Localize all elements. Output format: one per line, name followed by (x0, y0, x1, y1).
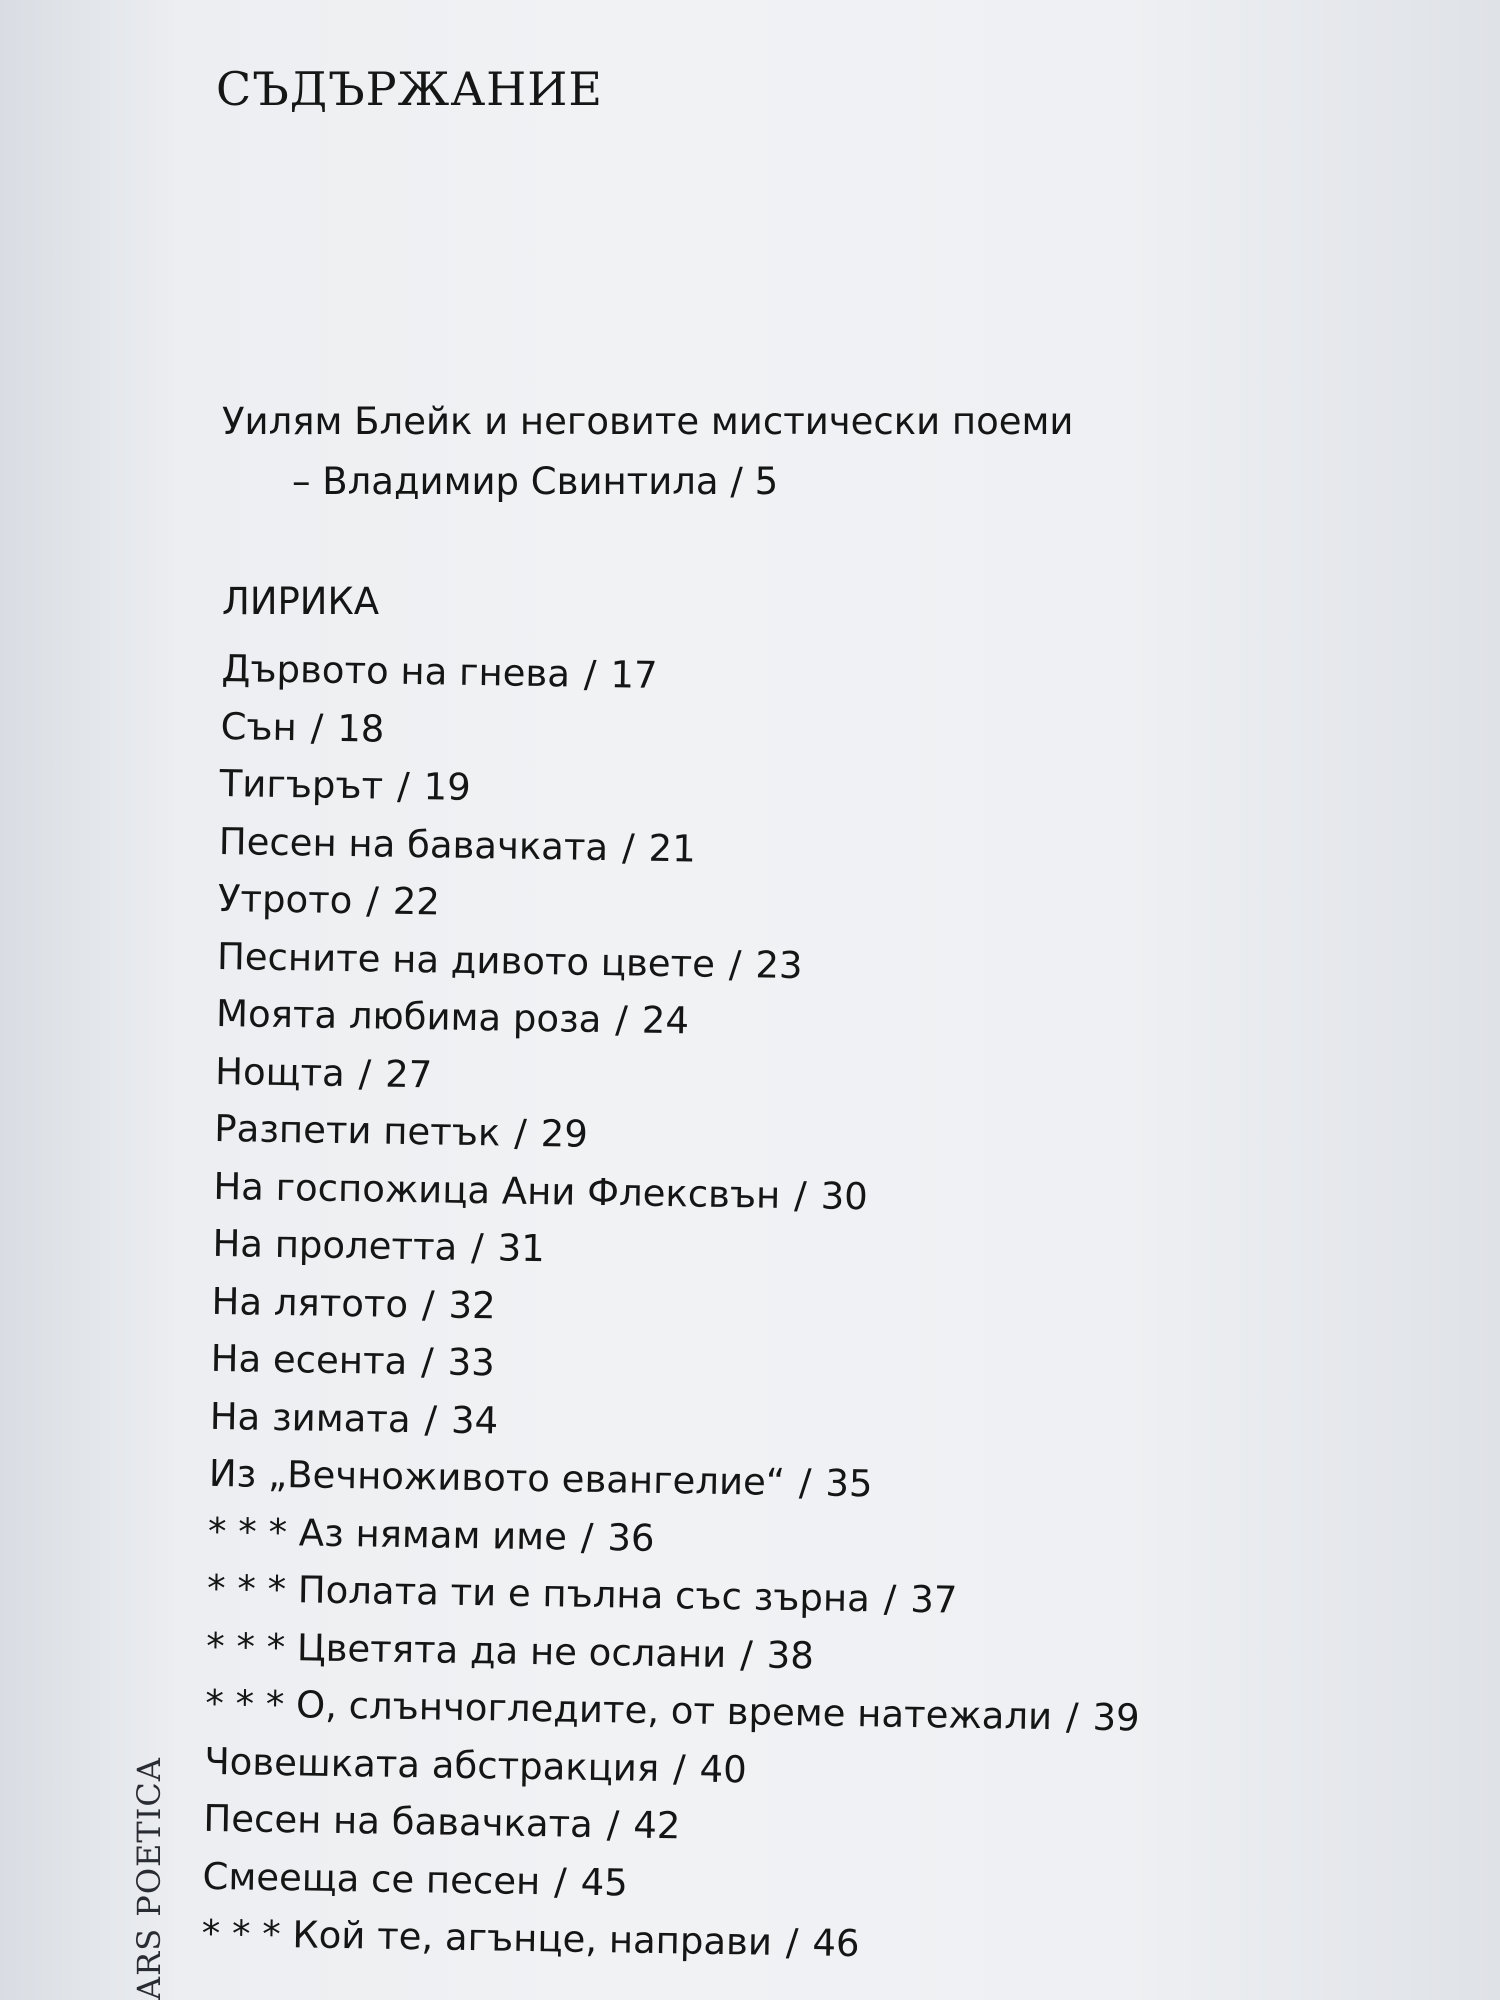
toc-entry-title: Нощта (214, 1049, 346, 1095)
toc-entry-title: Сън (220, 704, 298, 749)
toc-entry-title: Смееща се песен (202, 1854, 541, 1903)
toc-page-number: 37 (909, 1577, 958, 1622)
toc-separator: / (310, 705, 324, 750)
toc-page-number: 39 (1092, 1695, 1140, 1740)
page-title: СЪДЪРЖАНИЕ (216, 62, 603, 116)
toc-separator: / (785, 1921, 799, 1965)
toc-entry-title: Дървото на гнева (221, 646, 571, 696)
toc-page-number: 40 (699, 1747, 748, 1791)
toc-separator: / (421, 1282, 435, 1326)
intro-title: Уилям Блейк и неговите мистически поеми (222, 400, 1074, 443)
toc-separator: / (883, 1577, 897, 1621)
toc-separator: / (470, 1225, 485, 1270)
toc-separator: / (420, 1340, 435, 1384)
toc-separator: / (396, 764, 410, 808)
toc-separator: / (728, 942, 742, 986)
toc-separator: / (739, 1632, 754, 1676)
toc-separator: / (513, 1111, 528, 1155)
toc-separator: / (1065, 1695, 1079, 1739)
toc-separator: / (793, 1173, 808, 1217)
toc-page-number: 17 (610, 653, 658, 697)
section-heading: ЛИРИКА (222, 580, 380, 623)
toc-separator: / (366, 879, 380, 923)
toc-entry-title: На есента (210, 1336, 408, 1383)
toc-entry-title: Из „Вечноживото евангелие“ (208, 1451, 786, 1504)
toc-separator: / (672, 1746, 686, 1790)
toc-entry-title: На пролетта (212, 1221, 458, 1269)
toc-entry-title: * * * О, слънчогледите, от време натежали (204, 1681, 1053, 1739)
toc-page-number: 34 (450, 1398, 499, 1442)
toc-entry-title: Моята любима роза (215, 991, 602, 1042)
toc-page-number: 23 (755, 942, 803, 987)
toc-entry-title: На госпожица Ани Флексвън (213, 1164, 781, 1217)
toc-entry-title: На зимата (209, 1394, 411, 1441)
toc-separator: / (580, 1515, 594, 1559)
toc-page-number: 42 (632, 1803, 681, 1848)
intro-entry (222, 392, 1073, 512)
toc-page-number: 27 (384, 1052, 433, 1096)
toc-entry-title: * * * Аз нямам име (207, 1509, 568, 1559)
toc-separator: / (553, 1859, 568, 1904)
toc-page-number: 45 (580, 1860, 629, 1905)
toc-entry-title: Човешката абстракция (204, 1739, 660, 1790)
toc-separator: / (615, 998, 629, 1042)
toc-separator: / (424, 1397, 438, 1441)
toc-entry-title: Разпети петък (213, 1106, 501, 1155)
toc-page-number: 24 (641, 998, 690, 1043)
toc-page-number: 38 (766, 1633, 815, 1677)
toc-entry-title: На лятото (211, 1279, 409, 1326)
toc-separator: / (798, 1461, 812, 1505)
toc-entry-title: Тигърът (219, 761, 384, 808)
toc-separator: / (621, 825, 635, 870)
toc-page-number: 36 (607, 1515, 655, 1560)
toc-separator: / (358, 1051, 372, 1095)
toc-page-number: 30 (820, 1173, 869, 1218)
toc-page-number: 31 (497, 1226, 546, 1271)
toc-entry-title: Песен на бавачката (218, 819, 609, 869)
toc-entry-title: Песен на бавачката (203, 1796, 594, 1846)
toc-entry-title: * * * Полата ти е пълна със зърна (206, 1566, 871, 1621)
toc-page-number: 35 (825, 1461, 873, 1506)
toc-separator: / (583, 652, 597, 696)
toc-page-number: 29 (540, 1112, 589, 1156)
toc-page-number: 21 (648, 826, 697, 870)
intro-author: – Владимир Свинтила / 5 (292, 460, 779, 503)
toc-list (201, 640, 1156, 1977)
toc-page-number: 18 (336, 706, 385, 751)
spine-series-label: ARS POETICA (130, 1757, 168, 2000)
toc-entry-title: Утрото (217, 876, 353, 923)
toc-separator: / (606, 1803, 620, 1847)
toc-page-number: 33 (447, 1340, 496, 1385)
toc-entry-title: Песните на дивото цвете (216, 934, 716, 986)
toc-entry-title: * * * Цветята да не ослани (205, 1624, 727, 1676)
toc-page-number: 32 (448, 1283, 497, 1327)
toc-page-number: 19 (423, 765, 472, 809)
toc-entry-title: * * * Кой те, агънце, направи (201, 1911, 773, 1964)
toc-page-number: 46 (812, 1921, 860, 1966)
toc-page-number: 22 (392, 879, 441, 924)
